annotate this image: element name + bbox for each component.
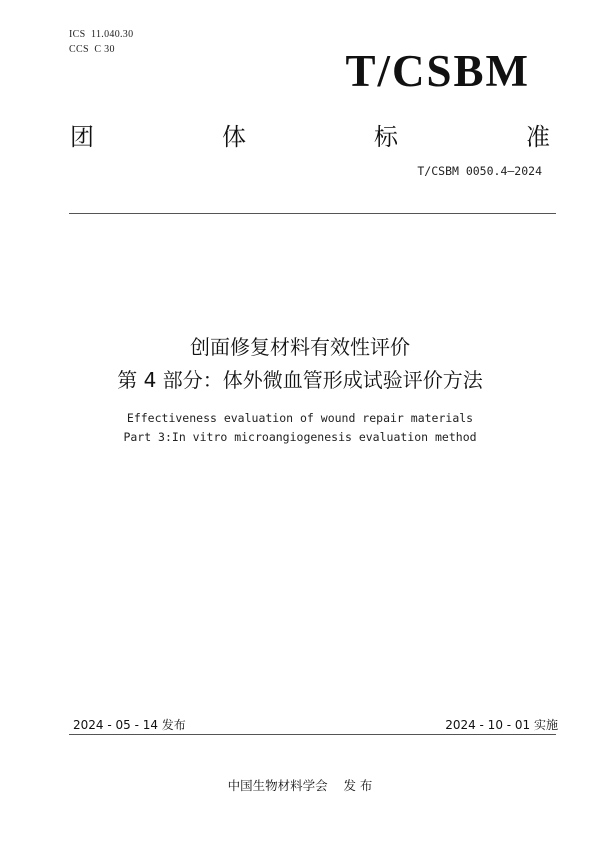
issue-date: 2024 - 05 - 14 发布	[73, 718, 186, 732]
chinese-title-line-1: 创面修复材料有效性评价	[190, 335, 410, 359]
standard-type-char: 标	[374, 123, 398, 151]
english-title-line-2: Part 3:In vitro microangiogenesis evaluation method	[123, 430, 477, 444]
header-divider	[69, 213, 556, 214]
standard-type	[70, 117, 550, 152]
implementation-date: 2024 - 10 - 01 实施	[445, 718, 558, 732]
document-number: T/CSBM 0050.4—2024	[417, 164, 542, 178]
ccs-code: CCS C 30	[69, 44, 115, 55]
chinese-title-line-2: 第 4 部分：体外微血管形成试验评价方法	[117, 368, 483, 392]
footer-divider	[69, 734, 556, 735]
standard-logo: T/CSBM	[345, 46, 530, 96]
standard-type-char: 准	[526, 123, 550, 151]
english-title-line-1: Effectiveness evaluation of wound repair materials	[126, 411, 474, 425]
publisher: 中国生物材料学会 发 布	[227, 778, 373, 793]
standard-type-char: 体	[222, 123, 246, 151]
ics-code: ICS 11.040.30	[69, 29, 134, 40]
standard-type-char: 团	[70, 123, 94, 151]
